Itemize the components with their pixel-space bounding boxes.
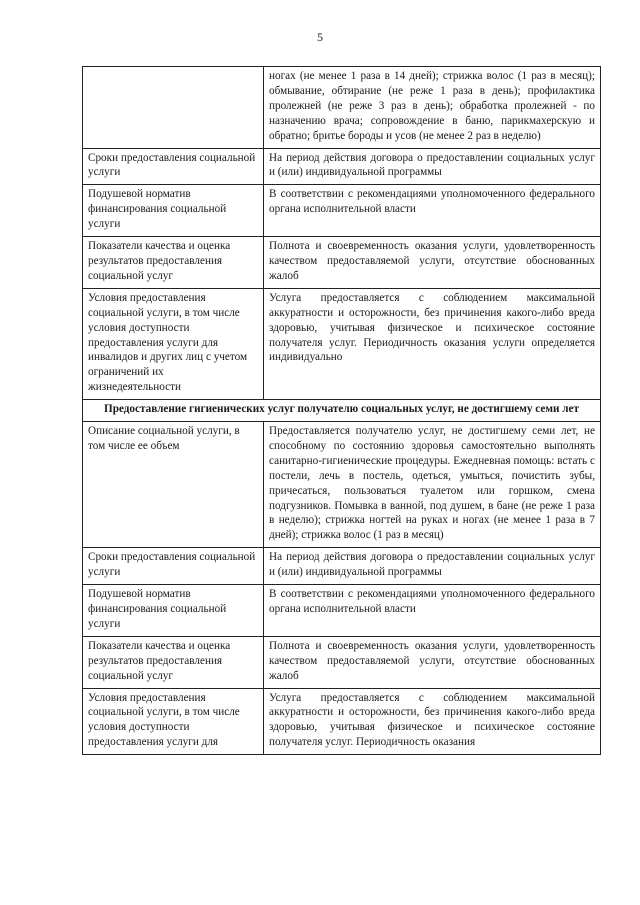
row-value-cell: Предоставляется получателю услуг, не достигшему семи лет, не способному по состоянию здоровья самостоятельно выполнять санитарно-гигиенические процедуры. Ежедневная помощь: встать с постели, лечь в постель, одеться, умыться, почистить зубы, причесаться, пользоваться туалетом или горшком, смена подгузников. Помывка в ванной, под душем, в бане (не реже 1 раза в неделю); стрижка ногтей на руках и ногах (не менее 1 раза в 7 дней); стрижка волос (1 раз в месяц) (264, 422, 601, 548)
row-value-cell: Услуга предоставляется с соблюдением максимальной аккуратности и осторожности, без причинения какого-либо вреда здоровью, учитывая физическое и психическое состояние получателя услуг. Периодичность оказания услуги определяется индивидуально (264, 288, 601, 399)
table-row (83, 636, 601, 688)
table-row (83, 67, 601, 149)
row-label-cell: Сроки предоставления социальной услуги (83, 548, 264, 585)
row-label-cell: Подушевой норматив финансирования социальной услуги (83, 185, 264, 237)
section-heading: Предоставление гигиенических услуг получателю социальных услуг, не достигшему семи лет (83, 400, 601, 422)
row-value-cell: Полнота и своевременность оказания услуги, удовлетворенность качеством предоставляемой услуги, отсутствие обоснованных жалоб (264, 636, 601, 688)
row-label-cell: Показатели качества и оценка результатов предоставления социальной услуг (83, 237, 264, 289)
service-table (82, 66, 601, 755)
table-row (83, 688, 601, 755)
table-row (83, 237, 601, 289)
row-value-cell: Полнота и своевременность оказания услуги, удовлетворенность качеством предоставляемой услуги, отсутствие обоснованных жалоб (264, 237, 601, 289)
row-label-cell: Условия предоставления социальной услуги, в том числе условия доступности предоставления услуги для инвалидов и других лиц с учетом ограничений их жизнедеятельности (83, 288, 264, 399)
table-row (83, 288, 601, 399)
row-label-cell: Подушевой норматив финансирования социальной услуги (83, 585, 264, 637)
row-label-cell: Показатели качества и оценка результатов предоставления социальной услуг (83, 636, 264, 688)
row-label-cell: Описание социальной услуги, в том числе ее объем (83, 422, 264, 548)
row-label-cell (83, 67, 264, 149)
row-value-cell: Услуга предоставляется с соблюдением максимальной аккуратности и осторожности, без причинения какого-либо вреда здоровью, учитывая физическое и психическое состояние получателя услуг. Периодичность оказания (264, 688, 601, 755)
row-label-cell: Сроки предоставления социальной услуги (83, 148, 264, 185)
row-value-cell: ногах (не менее 1 раза в 14 дней); стрижка волос (1 раз в месяц); обмывание, обтирание (не реже 1 раза в день); профилактика пролежней (не реже 3 раз в день); обработка пролежней - по назначению врача; сопровождение в баню, парикмахерскую и обратно; бритье бороды и усов (не менее 2 раз в неделю) (264, 67, 601, 149)
table-row (83, 548, 601, 585)
table-row (83, 148, 601, 185)
section-heading-row (83, 400, 601, 422)
table-row (83, 422, 601, 548)
row-value-cell: В соответствии с рекомендациями уполномоченного федерального органа исполнительной власти (264, 185, 601, 237)
row-value-cell: На период действия договора о предоставлении социальных услуг и (или) индивидуальной программы (264, 148, 601, 185)
table-row (83, 585, 601, 637)
row-value-cell: В соответствии с рекомендациями уполномоченного федерального органа исполнительной власти (264, 585, 601, 637)
row-label-cell: Условия предоставления социальной услуги, в том числе условия доступности предоставления услуги для (83, 688, 264, 755)
table-row (83, 185, 601, 237)
row-value-cell: На период действия договора о предоставлении социальных услуг и (или) индивидуальной программы (264, 548, 601, 585)
page-number: 5 (317, 30, 323, 44)
